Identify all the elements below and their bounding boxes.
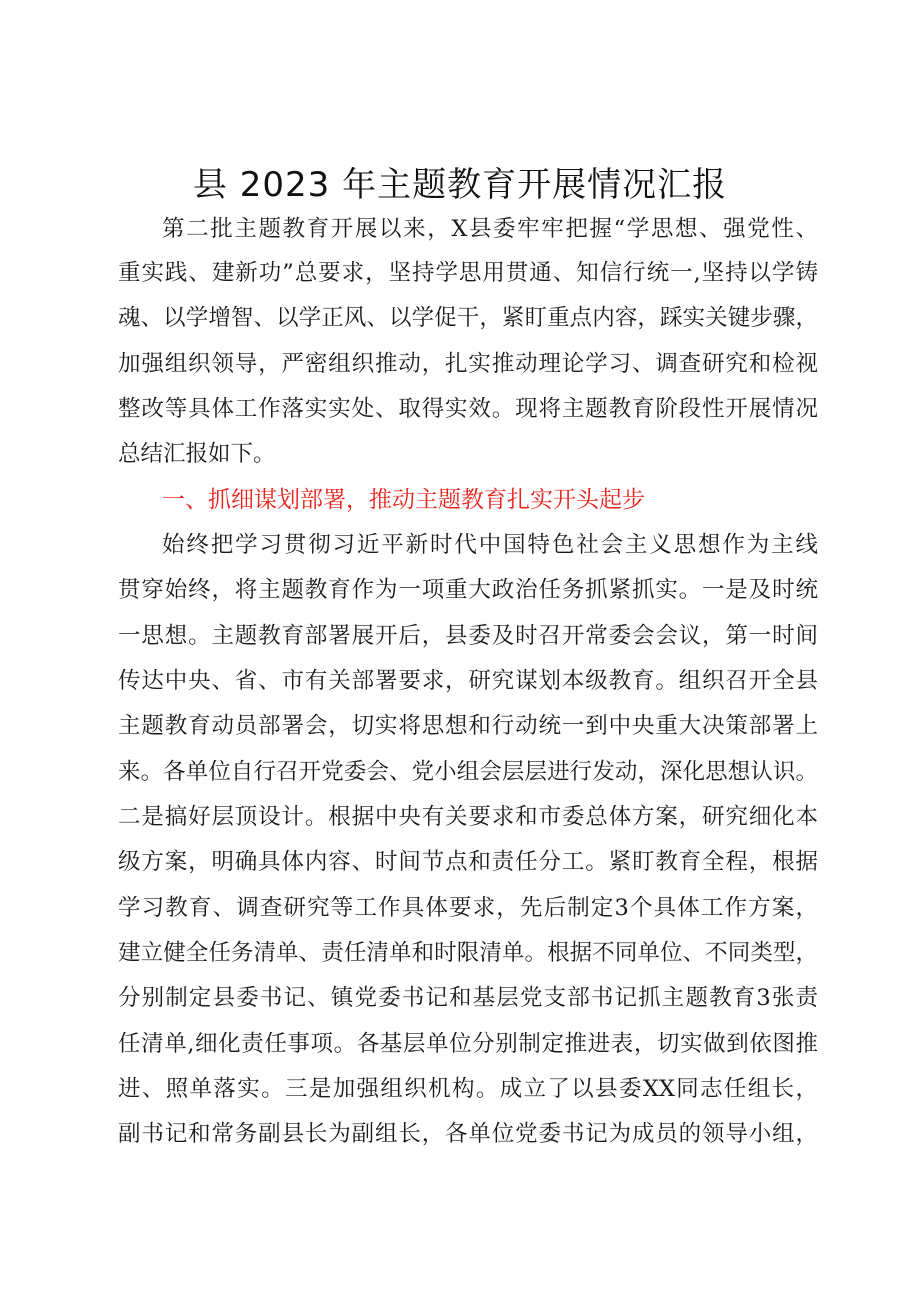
section-line: 学习教育、调查研究等工作具体要求，先后制定3个具体工作方案， <box>118 895 818 921</box>
section-line: 任清单,细化责任事项。各基层单位分别制定推进表，切实做到依图推 <box>118 1031 818 1057</box>
intro-line: 加强组织领导，严密组织推动，扎实推动理论学习、调查研究和检视 <box>118 351 818 377</box>
document-title: 县 2023 年主题教育开展情况汇报 <box>192 165 728 205</box>
intro-line: 第二批主题教育开展以来，X县委牢牢把握“学思想、强党性、 <box>162 216 818 242</box>
section-heading: 一、抓细谋划部署，推动主题教育扎实开头起步 <box>162 487 645 513</box>
section-line: 级方案，明确具体内容、时间节点和责任分工。紧盯教育全程，根据 <box>118 849 818 875</box>
section-line: 副书记和常务副县长为副组长，各单位党委书记为成员的领导小组， <box>118 1121 818 1147</box>
section-line: 建立健全任务清单、责任清单和时限清单。根据不同单位、不同类型， <box>118 940 818 966</box>
section-line: 传达中央、省、市有关部署要求，研究谋划本级教育。组织召开全县 <box>118 668 818 694</box>
section-line: 主题教育动员部署会，切实将思想和行动统一到中央重大决策部署上 <box>118 713 818 739</box>
intro-line: 魂、以学增智、以学正风、以学促干，紧盯重点内容，踩实关键步骤， <box>118 305 818 331</box>
intro-line: 重实践、建新功”总要求，坚持学思用贯通、知信行统一,坚持以学铸 <box>118 260 818 286</box>
section-line: 一思想。主题教育部署展开后，县委及时召开常委会会议，第一时间 <box>118 623 818 649</box>
section-line: 二是搞好层顶设计。根据中央有关要求和市委总体方案，研究细化本 <box>118 804 818 830</box>
section-line: 贯穿始终，将主题教育作为一项重大政治任务抓紧抓实。一是及时统 <box>118 577 818 603</box>
section-line: 进、照单落实。三是加强组织机构。成立了以县委XX同志任组长， <box>118 1076 818 1102</box>
section-line: 分别制定县委书记、镇党委书记和基层党支部书记抓主题教育3张责 <box>118 985 818 1011</box>
section-line: 始终把学习贯彻习近平新时代中国特色社会主义思想作为主线 <box>162 532 818 558</box>
intro-line: 总结汇报如下。 <box>118 441 276 467</box>
section-line: 来。各单位自行召开党委会、党小组会层层进行发动，深化思想认识。 <box>118 759 818 785</box>
intro-line: 整改等具体工作落实实处、取得实效。现将主题教育阶段性开展情况 <box>118 396 818 422</box>
